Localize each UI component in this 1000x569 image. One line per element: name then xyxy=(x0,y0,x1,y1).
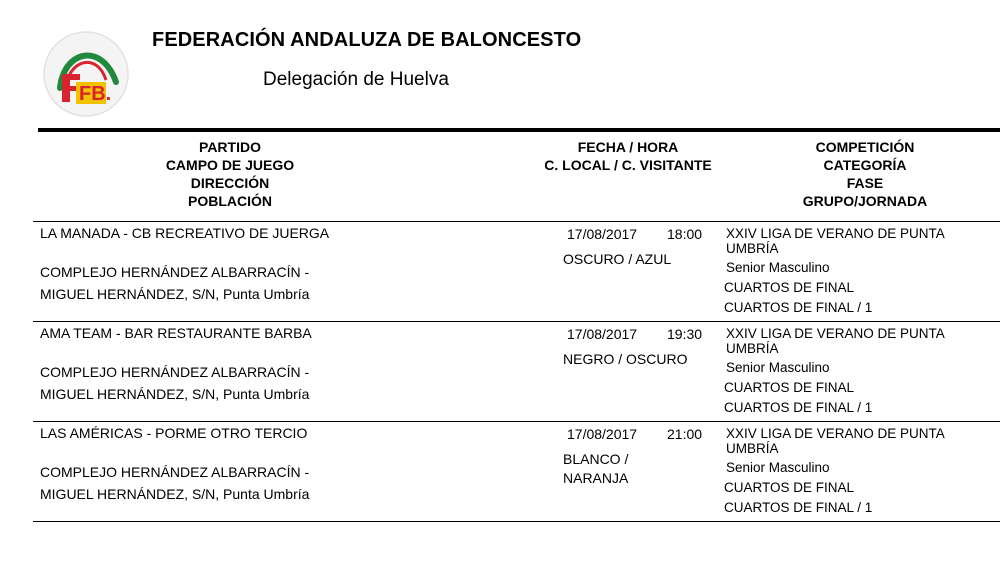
match-phase: CUARTOS DE FINAL xyxy=(724,380,855,395)
match-phase: CUARTOS DE FINAL xyxy=(724,280,855,295)
match-competition: XXIV LIGA DE VERANO DE PUNTA xyxy=(726,326,945,341)
header-categoria: CATEGORÍA xyxy=(823,157,907,173)
match-venue: COMPLEJO HERNÁNDEZ ALBARRACÍN - xyxy=(40,464,310,480)
match-teams: AMA TEAM - BAR RESTAURANTE BARBA xyxy=(40,325,312,341)
header-partido: PARTIDO xyxy=(199,139,261,155)
match-category: Senior Masculino xyxy=(726,360,830,375)
match-venue: COMPLEJO HERNÁNDEZ ALBARRACÍN - xyxy=(40,364,310,380)
federation-logo xyxy=(42,30,130,118)
match-date: 17/08/2017 xyxy=(567,326,638,342)
match-competition: XXIV LIGA DE VERANO DE PUNTA xyxy=(726,426,945,441)
header-campo: CAMPO DE JUEGO xyxy=(165,157,295,173)
column-header-fecha xyxy=(530,138,726,174)
organization-title: FEDERACIÓN ANDALUZA DE BALONCESTO xyxy=(152,29,582,51)
match-group: CUARTOS DE FINAL / 1 xyxy=(724,400,873,415)
header-grupo: GRUPO/JORNADA xyxy=(802,193,928,209)
match-colors: NEGRO / OSCURO xyxy=(563,351,688,367)
match-time: 18:00 xyxy=(667,226,703,242)
match-teams: LA MANADA - CB RECREATIVO DE JUERGA xyxy=(40,225,330,241)
match-phase: CUARTOS DE FINAL xyxy=(724,480,855,495)
match-colors: BLANCO / xyxy=(563,451,629,467)
match-date: 17/08/2017 xyxy=(567,226,638,242)
match-venue: COMPLEJO HERNÁNDEZ ALBARRACÍN - xyxy=(40,264,310,280)
header-divider xyxy=(38,128,1000,132)
row-divider xyxy=(33,321,1000,322)
delegation-subtitle: Delegación de Huelva xyxy=(263,69,449,90)
match-teams: LAS AMÉRICAS - PORME OTRO TERCIO xyxy=(40,425,308,441)
column-header-partido xyxy=(140,138,320,210)
header-direccion: DIRECCIÓN xyxy=(190,175,270,191)
logo-text: FB. xyxy=(79,83,112,105)
column-header-competicion xyxy=(775,138,955,210)
match-competition-cont: UMBRÍA xyxy=(726,341,779,356)
row-divider xyxy=(33,421,1000,422)
match-competition-cont: UMBRÍA xyxy=(726,241,779,256)
match-colors-cont: NARANJA xyxy=(563,470,629,486)
match-competition: XXIV LIGA DE VERANO DE PUNTA xyxy=(726,226,945,241)
header-fase: FASE xyxy=(846,175,884,191)
header-colores: C. LOCAL / C. VISITANTE xyxy=(544,157,712,173)
match-time: 19:30 xyxy=(667,326,703,342)
row-divider xyxy=(33,221,1000,222)
match-time: 21:00 xyxy=(667,426,703,442)
row-divider xyxy=(33,521,1000,522)
match-address: MIGUEL HERNÁNDEZ, S/N, Punta Umbría xyxy=(40,486,310,502)
header-fecha-hora: FECHA / HORA xyxy=(577,139,679,155)
header-poblacion: POBLACIÓN xyxy=(188,193,272,209)
match-category: Senior Masculino xyxy=(726,460,830,475)
match-competition-cont: UMBRÍA xyxy=(726,441,779,456)
match-colors: OSCURO / AZUL xyxy=(563,251,672,267)
match-category: Senior Masculino xyxy=(726,260,830,275)
match-group: CUARTOS DE FINAL / 1 xyxy=(724,300,873,315)
match-address: MIGUEL HERNÁNDEZ, S/N, Punta Umbría xyxy=(40,286,310,302)
match-date: 17/08/2017 xyxy=(567,426,638,442)
match-group: CUARTOS DE FINAL / 1 xyxy=(724,500,873,515)
header-competicion: COMPETICIÓN xyxy=(815,139,915,155)
match-address: MIGUEL HERNÁNDEZ, S/N, Punta Umbría xyxy=(40,386,310,402)
